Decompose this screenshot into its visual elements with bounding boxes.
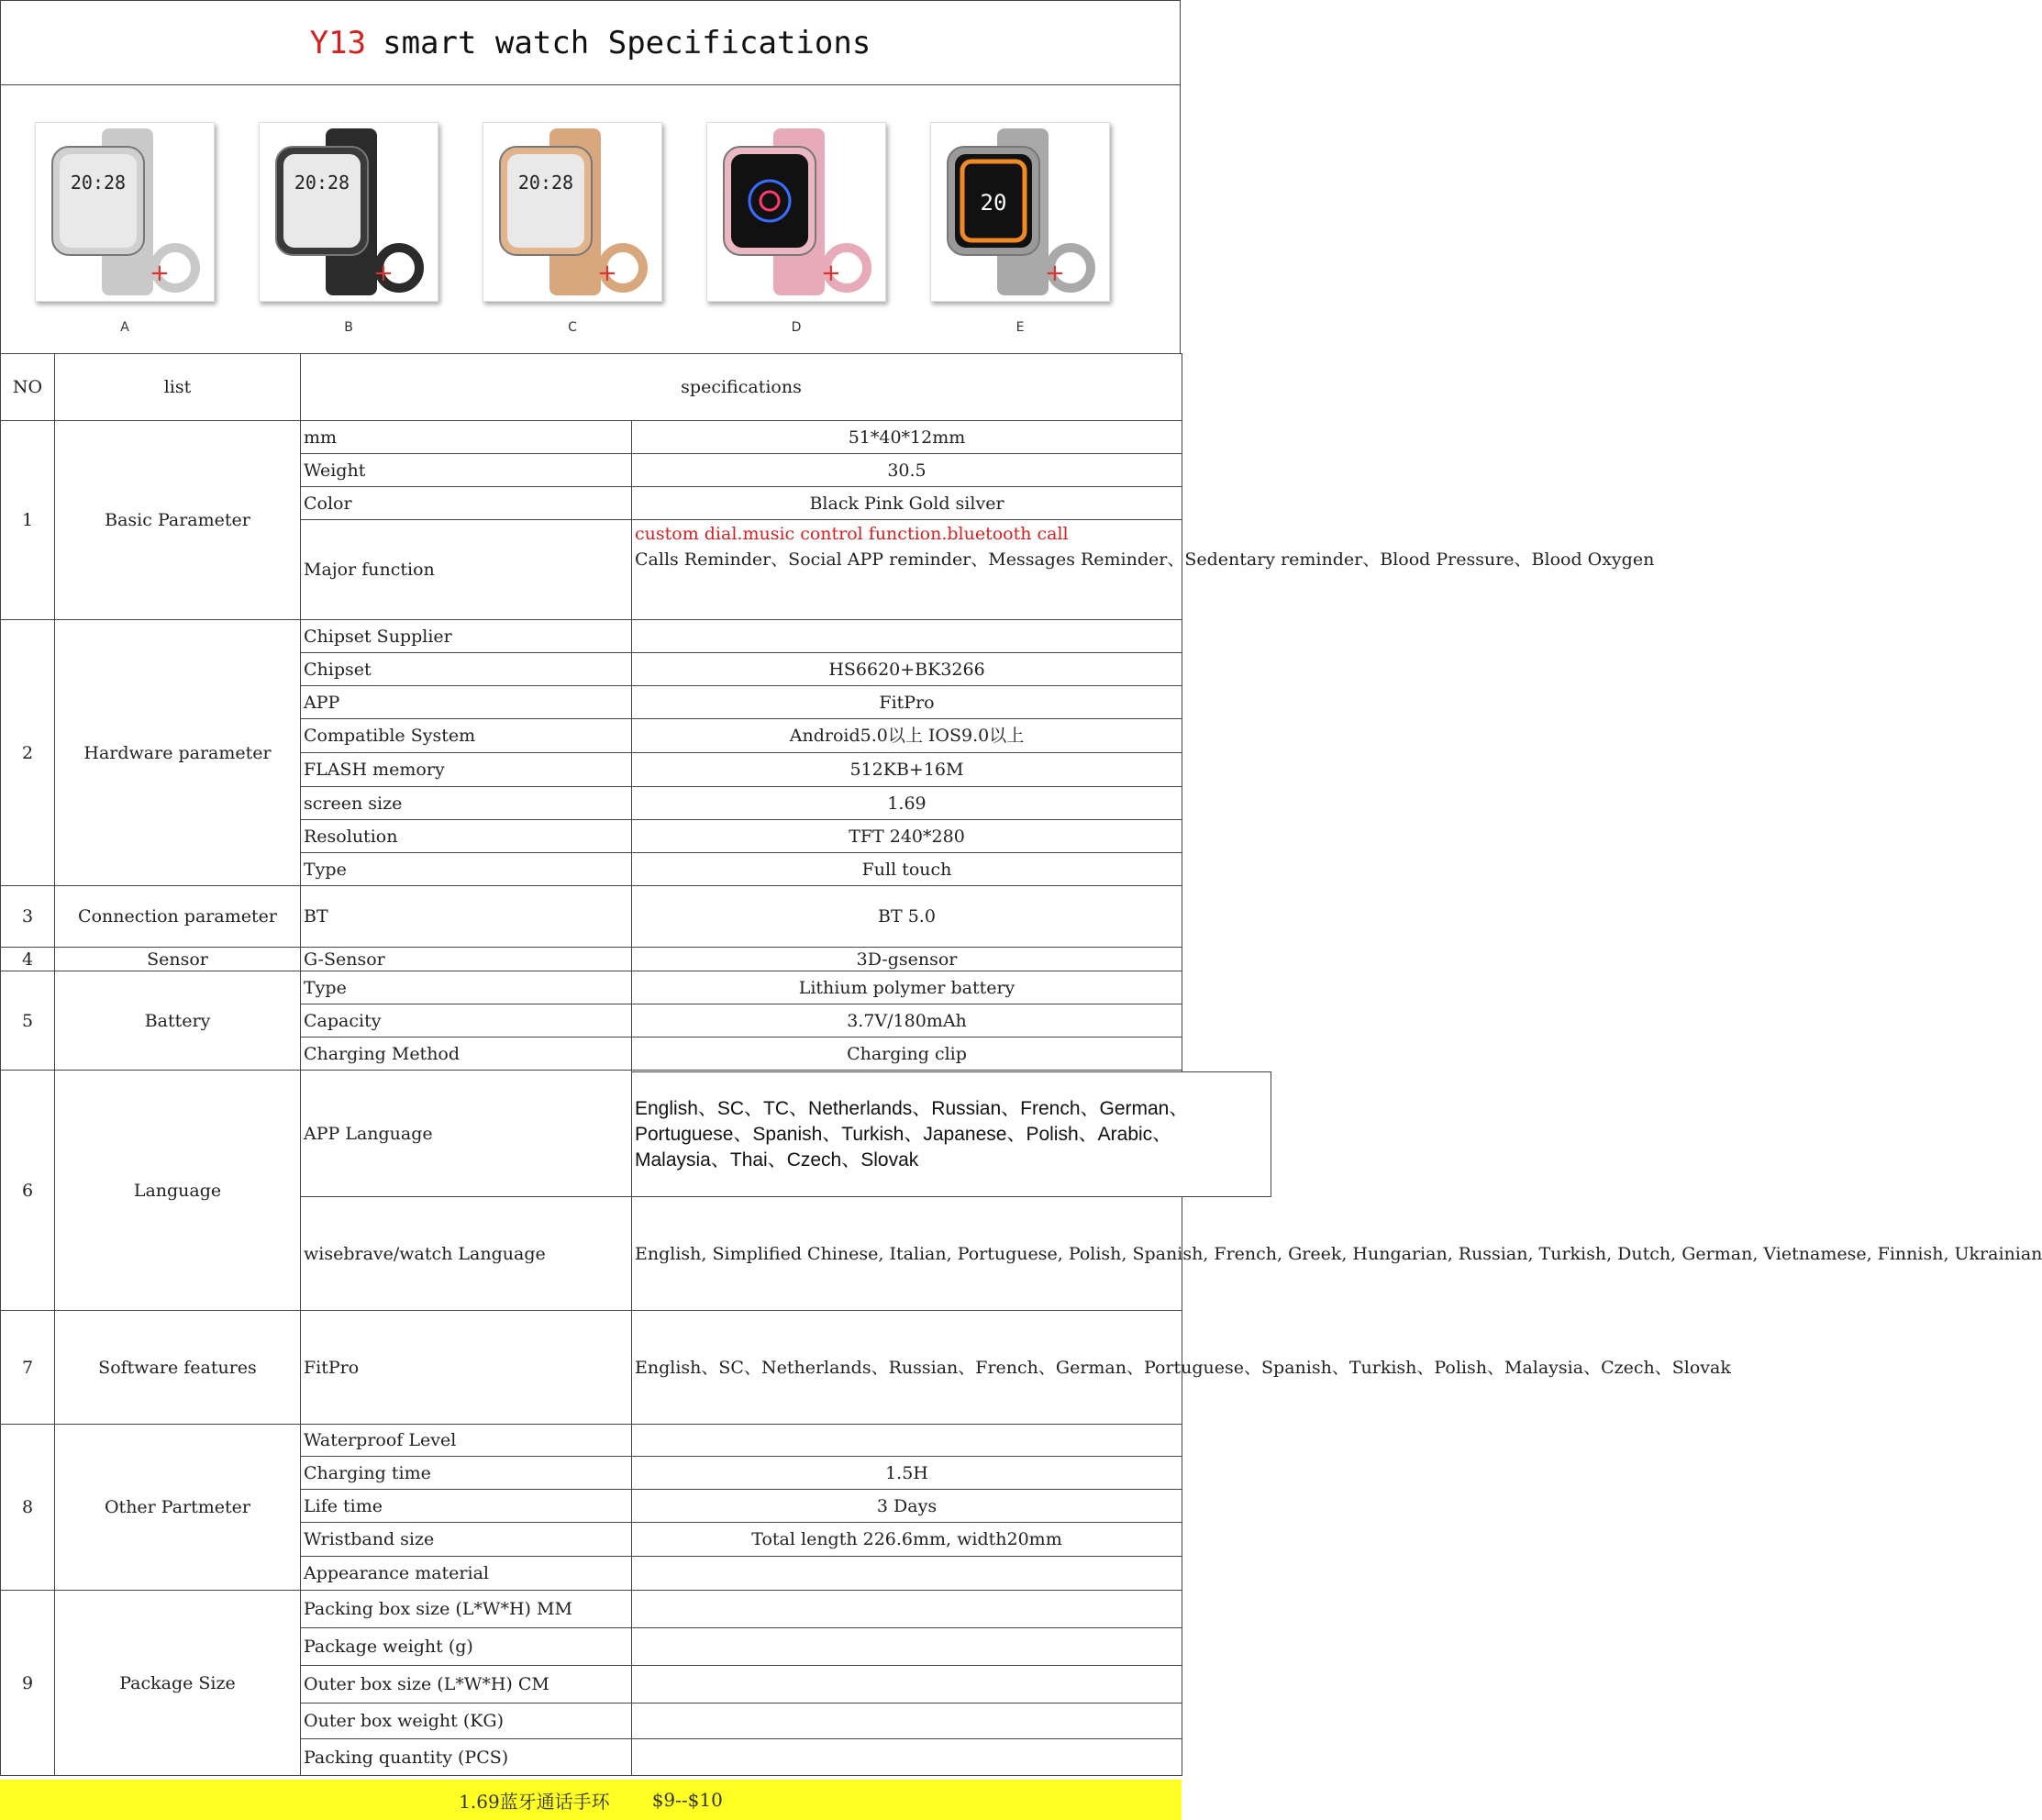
model-name: Y13 [309, 24, 367, 61]
app-language-value: English、SC、TC、Netherlands、Russian、French、German、Portuguese、Spanish、Turkish、Japanese、Polish、Arabic、Malaysia、Thai、Czech、Slovak [631, 1071, 1271, 1197]
param-value: Android5.0以上 IOS9.0以上 [632, 719, 1182, 753]
row-category: Software features [55, 1311, 301, 1425]
param-value: Total length 226.6mm, width20mm [632, 1523, 1182, 1557]
table-row [1, 1591, 1182, 1628]
param-value: BT 5.0 [632, 886, 1182, 948]
table-row [1, 1311, 1182, 1425]
spec-table [0, 353, 2042, 1776]
param-value: 1.5H [632, 1457, 1182, 1490]
param-value: 3D-gsensor [632, 948, 1182, 971]
param-value: 3 Days [632, 1490, 1182, 1523]
param-label: Outer box size (L*W*H) CM [301, 1666, 632, 1703]
row-number: 9 [1, 1591, 55, 1776]
param-label: Charging Method [301, 1038, 632, 1071]
product-photo [259, 122, 438, 335]
photo-label: E [1015, 320, 1025, 335]
param-label: Color [301, 487, 632, 520]
table-row [1, 620, 1182, 653]
param-label: Packing quantity (PCS) [301, 1739, 632, 1776]
row-category: Connection parameter [55, 886, 301, 948]
param-label: APP Language [301, 1071, 632, 1197]
row-number: 7 [1, 1311, 55, 1425]
row-number: 3 [1, 886, 55, 948]
table-row [1, 421, 1182, 454]
param-label: Major function [301, 520, 632, 620]
photo-label: C [568, 320, 577, 335]
photo-label: D [791, 320, 802, 335]
footer-price: $9--$10 [651, 1789, 723, 1811]
param-value: 1.69 [632, 787, 1182, 820]
param-label: Weight [301, 454, 632, 487]
photo-label: A [120, 320, 129, 335]
param-label: Type [301, 971, 632, 1004]
param-label: BT [301, 886, 632, 948]
param-label: FitPro [301, 1311, 632, 1425]
param-value: 3.7V/180mAh [632, 1004, 1182, 1038]
svg-text:20:28: 20:28 [294, 172, 350, 194]
table-row [1, 1425, 1182, 1457]
watch-image [931, 123, 1109, 301]
watch-image [483, 123, 661, 301]
param-label: Compatible System [301, 719, 632, 753]
watch-image [36, 123, 214, 301]
param-label: Package weight (g) [301, 1628, 632, 1666]
param-value [632, 1628, 1182, 1666]
product-photos [0, 85, 1181, 353]
param-label: Capacity [301, 1004, 632, 1038]
row-number: 6 [1, 1071, 55, 1311]
row-category: Hardware parameter [55, 620, 301, 886]
page-title [0, 0, 1181, 85]
col-list-header: list [55, 354, 301, 421]
param-label: Outer box weight (KG) [301, 1703, 632, 1739]
param-value: Charging clip [632, 1038, 1182, 1071]
param-value: HS6620+BK3266 [632, 653, 1182, 686]
product-photo [35, 122, 215, 335]
svg-text:+: + [150, 260, 170, 287]
param-label: Appearance material [301, 1557, 632, 1591]
col-no-header: NO [1, 354, 55, 421]
svg-text:20: 20 [980, 190, 1007, 216]
param-value: English, Simplified Chinese, Italian, Portuguese, Polish, Spanish, French, Greek, Hungarian, Russian, Turkish, Dutch, German, Vietnamese, Finnish, Ukrainian [632, 1197, 1182, 1311]
row-number: 5 [1, 971, 55, 1071]
param-label: Type [301, 853, 632, 886]
param-label: Resolution [301, 820, 632, 853]
row-category: Other Partmeter [55, 1425, 301, 1591]
param-label: FLASH memory [301, 753, 632, 787]
row-number: 2 [1, 620, 55, 886]
param-label: Charging time [301, 1457, 632, 1490]
param-value: 30.5 [632, 454, 1182, 487]
table-row [1, 971, 1182, 1004]
param-value: English、SC、Netherlands、Russian、French、German、Portuguese、Spanish、Turkish、Polish、Malaysia、Czech、Slovak [632, 1311, 1182, 1425]
watch-image [707, 123, 885, 301]
param-label: Packing box size (L*W*H) MM [301, 1591, 632, 1628]
param-label: Waterproof Level [301, 1425, 632, 1457]
svg-text:+: + [821, 260, 841, 287]
param-value: FitPro [632, 686, 1182, 719]
table-row [1, 886, 1182, 948]
row-number: 4 [1, 948, 55, 971]
svg-text:20:28: 20:28 [70, 172, 127, 194]
param-label: Wristband size [301, 1523, 632, 1557]
param-value: Full touch [632, 853, 1182, 886]
param-value: 51*40*12mm [632, 421, 1182, 454]
svg-text:+: + [373, 260, 394, 287]
row-category: Language [55, 1071, 301, 1311]
param-value: 512KB+16M [632, 753, 1182, 787]
param-value: Black Pink Gold silver [632, 487, 1182, 520]
param-value [632, 1703, 1182, 1739]
product-photo [706, 122, 886, 335]
photo-label: B [344, 320, 353, 335]
param-label: Chipset [301, 653, 632, 686]
product-photo [483, 122, 662, 335]
row-category: Package Size [55, 1591, 301, 1776]
param-value: TFT 240*280 [632, 820, 1182, 853]
param-label: wisebrave/watch Language [301, 1197, 632, 1311]
major-function-highlight: custom dial.music control function.bluetooth call [635, 524, 1069, 544]
param-value: Lithium polymer battery [632, 971, 1182, 1004]
param-label: screen size [301, 787, 632, 820]
row-category: Battery [55, 971, 301, 1071]
param-value [632, 1591, 1182, 1628]
product-photo [930, 122, 1110, 335]
param-label: APP [301, 686, 632, 719]
watch-image [260, 123, 438, 301]
col-spec-header: specifications [301, 354, 1182, 421]
param-label: Life time [301, 1490, 632, 1523]
param-value [632, 1425, 1182, 1457]
param-value [632, 620, 1182, 653]
param-value [632, 520, 1655, 620]
row-category: Basic Parameter [55, 421, 301, 620]
major-function-list: Calls Reminder、Social APP reminder、Messages Reminder、Sedentary reminder、Blood Pressure、Blood Oxygen [635, 549, 1655, 570]
price-footer [0, 1780, 1182, 1820]
param-label: Chipset Supplier [301, 620, 632, 653]
svg-text:+: + [597, 260, 617, 287]
svg-text:20:28: 20:28 [517, 172, 574, 194]
param-label: mm [301, 421, 632, 454]
param-label: G-Sensor [301, 948, 632, 971]
param-value [632, 1666, 1182, 1703]
row-number: 8 [1, 1425, 55, 1591]
table-row [1, 948, 1182, 971]
param-value [632, 1557, 1182, 1591]
footer-product: 1.69蓝牙通话手环 [459, 1790, 610, 1813]
row-number: 1 [1, 421, 55, 620]
svg-text:+: + [1045, 260, 1065, 287]
param-value [632, 1739, 1182, 1776]
row-category: Sensor [55, 948, 301, 971]
table-header-row [1, 354, 1182, 421]
title-text: smart watch Specifications [383, 24, 871, 61]
